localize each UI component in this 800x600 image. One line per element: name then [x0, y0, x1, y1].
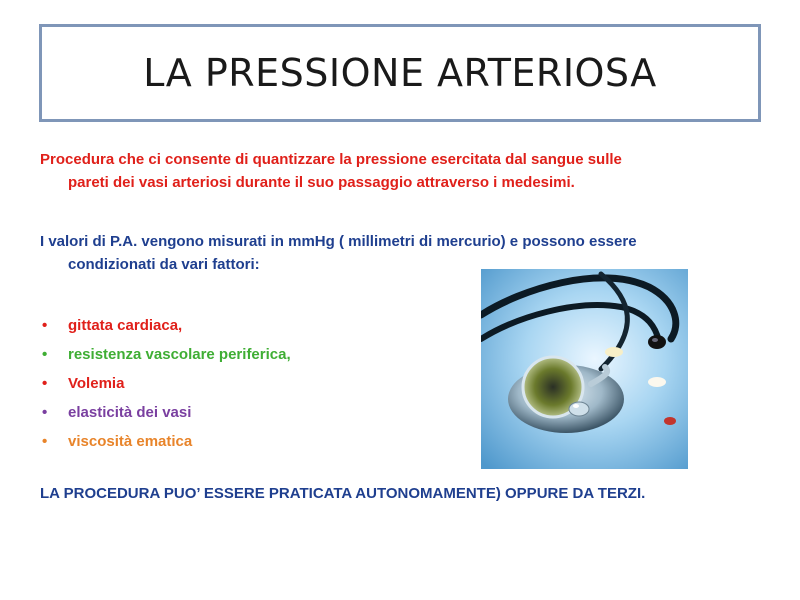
bullet-icon: • [42, 317, 48, 334]
bullet-icon: • [42, 404, 48, 421]
factor-list [40, 311, 291, 456]
values-line-2: condizionati da vari fattori: [68, 256, 260, 273]
list-item [40, 398, 291, 427]
list-item [40, 369, 291, 398]
definition-line-1: Procedura che ci consente di quantizzare la pressione esercitata dal sangue sulle [40, 151, 622, 168]
factor-label: Volemia [68, 375, 125, 392]
title-box [39, 24, 761, 122]
bullet-icon: • [42, 375, 48, 392]
definition-line-2: pareti dei vasi arteriosi durante il suo passaggio attraverso i medesimi. [68, 174, 575, 191]
stethoscope-photo-icon [481, 269, 688, 469]
list-item [40, 340, 291, 369]
list-item [40, 427, 291, 456]
factor-label: gittata cardiaca, [68, 317, 183, 334]
list-item [40, 311, 291, 340]
closing-statement: LA PROCEDURA PUO’ ESSERE PRATICATA AUTONOMAMENTE) OPPURE DA TERZI. [40, 485, 646, 502]
values-line-1: I valori di P.A. vengono misurati in mmHg ( millimetri di mercurio) e possono essere [40, 233, 637, 250]
bullet-icon: • [42, 346, 48, 363]
factor-label: resistenza vascolare periferica, [68, 346, 291, 363]
factor-label: elasticità dei vasi [68, 404, 192, 421]
page-title: LA PRESSIONE ARTERIOSA [143, 51, 657, 95]
bullet-icon: • [42, 433, 48, 450]
factor-label: viscosità ematica [68, 433, 193, 450]
definition-paragraph [40, 148, 755, 194]
